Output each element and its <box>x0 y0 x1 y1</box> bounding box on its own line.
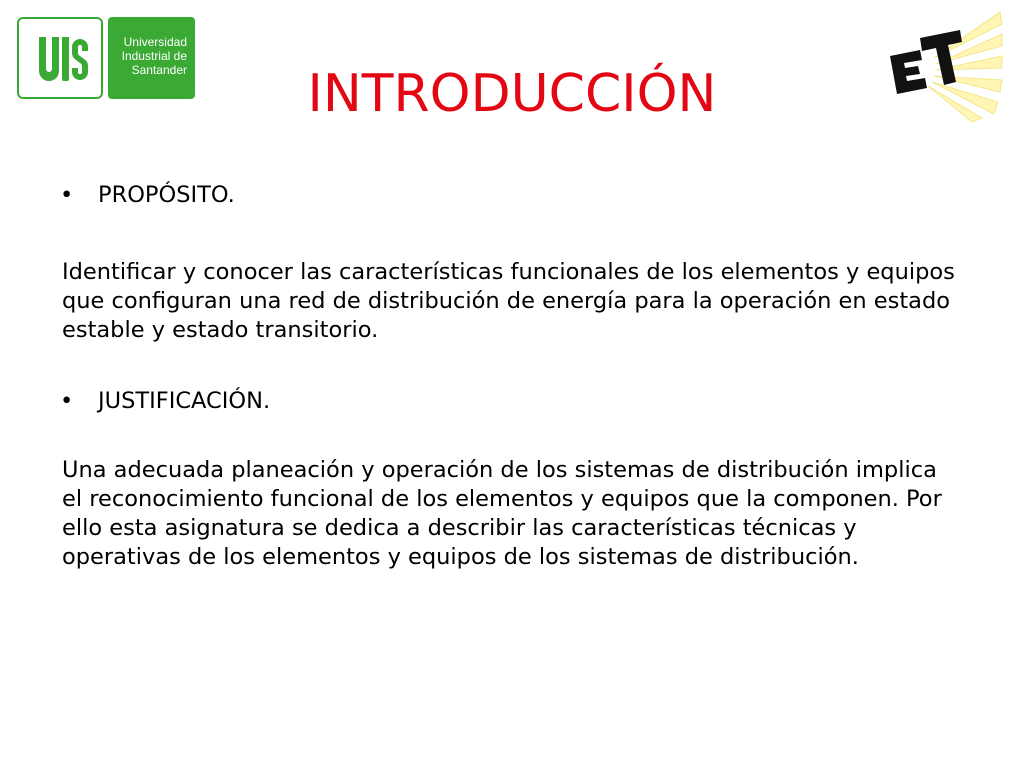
uis-line-1: Universidad <box>123 35 187 49</box>
purpose-paragraph: Identificar y conocer las características funcionales de los elementos y equipos que configuran una red de distribución de energía para la operación en estado estable y estado transitorio. <box>62 259 955 343</box>
purpose-heading: PROPÓSITO. <box>98 182 235 208</box>
uis-line-3: Santander <box>131 63 187 77</box>
justification-paragraph: Una adecuada planeación y operación de los sistemas de distribución implica el reconocimiento funcional de los elementos y equipos que la componen. Por ello esta asignatura se dedica a describir las características técnicas y operativas de los elementos y equipos de los sistemas de distribución. <box>62 457 942 570</box>
slide-content <box>62 181 962 572</box>
bullet-dot: • <box>60 388 74 414</box>
justification-heading: JUSTIFICACIÓN. <box>98 388 271 414</box>
bullet-justification <box>60 387 962 416</box>
bullet-dot: • <box>60 182 74 208</box>
bullet-purpose <box>60 181 962 210</box>
uis-line-2: Industrial de <box>121 49 187 63</box>
slide-title: INTRODUCCIÓN <box>307 64 717 124</box>
